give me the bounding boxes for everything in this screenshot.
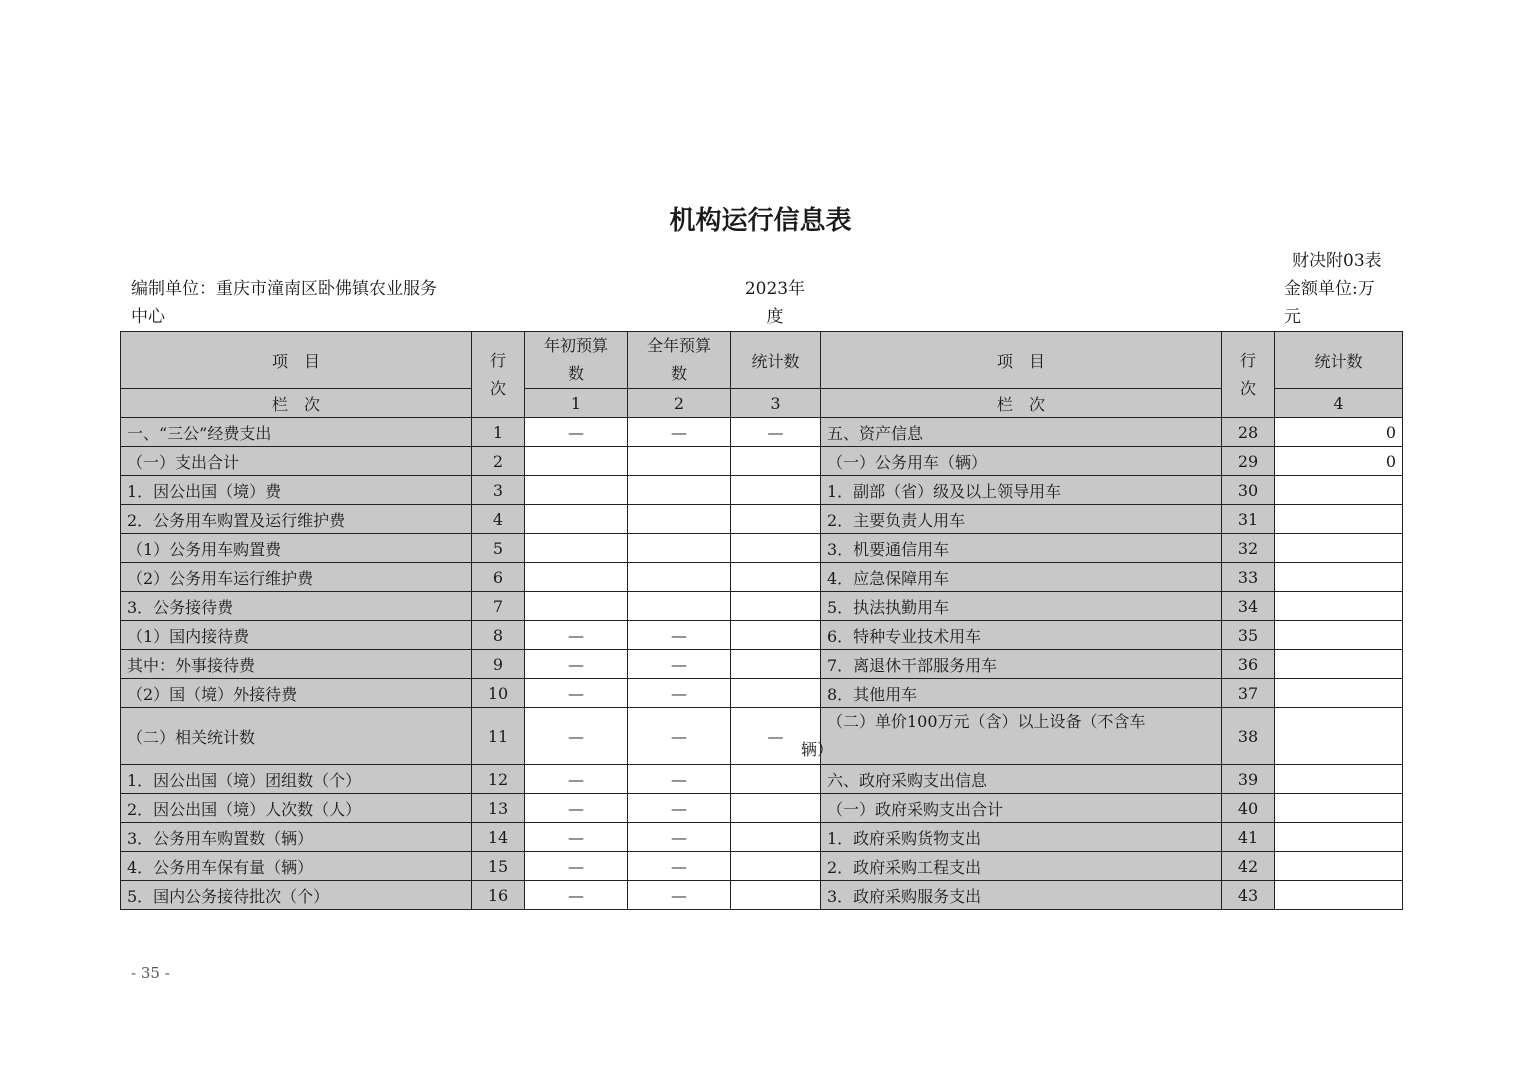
- stat-cell: [731, 823, 821, 852]
- budget-full-cell: [628, 505, 731, 534]
- budget-begin-cell: [525, 852, 628, 881]
- col-header-stat-right: 统计数: [1275, 332, 1403, 389]
- table-row: [121, 650, 1403, 679]
- left-row-number: 8: [472, 621, 525, 650]
- dash-mark: —: [568, 726, 584, 746]
- table-row: [121, 592, 1403, 621]
- col-header-rowno-right-a: 行: [1239, 350, 1256, 370]
- left-row-number: 5: [472, 534, 525, 563]
- right-item-label: 五、资产信息: [821, 418, 1222, 447]
- left-row-number: 7: [472, 592, 525, 621]
- right-row-number: 30: [1222, 476, 1275, 505]
- fiscal-year: [740, 275, 810, 331]
- institution-operation-table: [120, 331, 1403, 910]
- dash-mark: —: [671, 625, 687, 645]
- right-row-number: 36: [1222, 650, 1275, 679]
- right-stat-value: [1275, 476, 1403, 505]
- right-item-label: [801, 708, 1222, 765]
- right-stat-value: [1275, 621, 1403, 650]
- budget-full-cell: [628, 708, 731, 765]
- left-item-label: （2）公务用车运行维护费: [121, 563, 472, 592]
- money-unit-line2: 元: [1284, 307, 1301, 327]
- budget-begin-cell: [525, 881, 628, 910]
- budget-full-cell: [628, 852, 731, 881]
- right-stat-value: 0: [1275, 447, 1403, 476]
- lanci-left: 栏 次: [121, 389, 472, 418]
- stat-cell: [731, 881, 821, 910]
- table-row: [121, 794, 1403, 823]
- stat-cell: [731, 621, 821, 650]
- right-row-number: 33: [1222, 563, 1275, 592]
- budget-full-cell: [628, 794, 731, 823]
- col-header-rowno-left-a: 行: [489, 350, 506, 370]
- col-header-item-right: 项 目: [821, 332, 1222, 389]
- dash-mark: —: [671, 798, 687, 818]
- dash-mark: —: [568, 769, 584, 789]
- col-number-4: 4: [1275, 389, 1403, 418]
- left-row-number: 14: [472, 823, 525, 852]
- right-stat-value: [1275, 534, 1403, 563]
- col-header-budget-begin: [525, 332, 628, 389]
- left-row-number: 3: [472, 476, 525, 505]
- right-item-label: 1．副部（省）级及以上领导用车: [821, 476, 1222, 505]
- col-header-budget-full: [628, 332, 731, 389]
- left-item-label: 3．公务接待费: [121, 592, 472, 621]
- right-stat-value: [1275, 592, 1403, 621]
- col-header-rowno-right-b: 次: [1239, 378, 1256, 398]
- table-row: [121, 823, 1403, 852]
- right-row-number: 37: [1222, 679, 1275, 708]
- right-stat-value: 0: [1275, 418, 1403, 447]
- col-header-item-left: 项 目: [121, 332, 472, 389]
- left-item-label: （二）相关统计数: [121, 708, 472, 765]
- col-header-budget-full-a: 全年预算: [646, 336, 711, 355]
- table-row: [121, 881, 1403, 910]
- right-row-number: 31: [1222, 505, 1275, 534]
- table-row: [121, 505, 1403, 534]
- left-row-number: 11: [472, 708, 525, 765]
- stat-cell: [731, 476, 821, 505]
- col-number-1: 1: [525, 389, 628, 418]
- right-stat-value: [1275, 679, 1403, 708]
- left-item-label: 2．因公出国（境）人次数（人）: [121, 794, 472, 823]
- table-row: [121, 708, 1403, 765]
- dash-mark: —: [671, 654, 687, 674]
- col-number-2: 2: [628, 389, 731, 418]
- col-header-rowno-left: [472, 332, 525, 418]
- dash-mark: —: [568, 885, 584, 905]
- left-item-label: 5．国内公务接待批次（个）: [121, 881, 472, 910]
- right-row-number: 38: [1222, 708, 1275, 765]
- col-header-budget-full-b: 数: [670, 364, 687, 383]
- budget-full-cell: [628, 881, 731, 910]
- form-number: 财决附03表: [1292, 251, 1382, 271]
- right-item-label: 7．离退休干部服务用车: [821, 650, 1222, 679]
- table-row: [121, 679, 1403, 708]
- header-row: [121, 332, 1403, 389]
- left-row-number: 16: [472, 881, 525, 910]
- dash-mark: —: [671, 726, 687, 746]
- lanci-right: 栏 次: [821, 389, 1222, 418]
- right-item-label: 5．执法执勤用车: [821, 592, 1222, 621]
- budget-begin-cell: [525, 505, 628, 534]
- dash-mark: —: [671, 769, 687, 789]
- right-item-label: 4．应急保障用车: [821, 563, 1222, 592]
- right-stat-value: [1275, 794, 1403, 823]
- dash-mark: —: [568, 827, 584, 847]
- right-row-number: 29: [1222, 447, 1275, 476]
- dash-mark: —: [568, 798, 584, 818]
- right-item-label: 1．政府采购货物支出: [821, 823, 1222, 852]
- budget-begin-cell: [525, 476, 628, 505]
- right-row-number: 40: [1222, 794, 1275, 823]
- budget-full-cell: [628, 592, 731, 621]
- budget-begin-cell: [525, 823, 628, 852]
- left-row-number: 2: [472, 447, 525, 476]
- left-item-label: （1）国内接待费: [121, 621, 472, 650]
- right-item-label: 2．主要负责人用车: [821, 505, 1222, 534]
- dash-mark: —: [671, 422, 687, 442]
- budget-begin-cell: [525, 534, 628, 563]
- money-unit-line1: 金额单位:万: [1284, 279, 1375, 299]
- col-header-rowno-left-b: 次: [489, 378, 506, 398]
- stat-cell: [731, 852, 821, 881]
- right-item-label: 3．机要通信用车: [821, 534, 1222, 563]
- stat-cell: [731, 418, 821, 447]
- stat-cell: [731, 563, 821, 592]
- budget-full-cell: [628, 765, 731, 794]
- left-row-number: 13: [472, 794, 525, 823]
- right-row-number: 28: [1222, 418, 1275, 447]
- dash-mark: —: [671, 856, 687, 876]
- stat-cell: [731, 679, 821, 708]
- left-item-label: 1．因公出国（境）费: [121, 476, 472, 505]
- left-row-number: 15: [472, 852, 525, 881]
- right-stat-value: [1275, 563, 1403, 592]
- budget-begin-cell: [525, 592, 628, 621]
- dash-mark: —: [568, 654, 584, 674]
- budget-full-cell: [628, 679, 731, 708]
- budget-full-cell: [628, 418, 731, 447]
- left-item-label: （1）公务用车购置费: [121, 534, 472, 563]
- dash-mark: —: [568, 683, 584, 703]
- right-stat-value: [1275, 765, 1403, 794]
- dash-mark: —: [671, 885, 687, 905]
- stat-cell: [731, 505, 821, 534]
- column-number-row: [121, 389, 1403, 418]
- left-item-label: 4．公务用车保有量（辆）: [121, 852, 472, 881]
- left-item-label: 其中：外事接待费: [121, 650, 472, 679]
- left-row-number: 1: [472, 418, 525, 447]
- right-row-number: 43: [1222, 881, 1275, 910]
- left-item-label: （一）支出合计: [121, 447, 472, 476]
- fiscal-year-line1: 2023年: [744, 279, 806, 299]
- col-header-rowno-right: [1222, 332, 1275, 418]
- right-stat-value: [1275, 708, 1403, 765]
- fiscal-year-line2: 度: [766, 307, 784, 327]
- right-item-label: 2．政府采购工程支出: [821, 852, 1222, 881]
- table-row: [121, 534, 1403, 563]
- col-header-stat-left: 统计数: [731, 332, 821, 389]
- left-row-number: 9: [472, 650, 525, 679]
- table-row: [121, 621, 1403, 650]
- right-stat-value: [1275, 505, 1403, 534]
- right-item-label: （一）公务用车（辆）: [821, 447, 1222, 476]
- page-title: 机构运行信息表: [669, 206, 852, 236]
- right-item-label-line1: （二）单价100万元（含）以上设备（不含车: [827, 712, 1146, 731]
- right-row-number: 39: [1222, 765, 1275, 794]
- budget-full-cell: [628, 447, 731, 476]
- table-row: [121, 563, 1403, 592]
- dash-mark: —: [568, 422, 584, 442]
- stat-cell: [731, 765, 821, 794]
- right-stat-value: [1275, 852, 1403, 881]
- stat-cell: [731, 592, 821, 621]
- stat-cell: [731, 447, 821, 476]
- budget-begin-cell: [525, 765, 628, 794]
- budget-full-cell: [628, 534, 731, 563]
- budget-full-cell: [628, 563, 731, 592]
- dash-mark: —: [767, 726, 784, 746]
- budget-begin-cell: [525, 621, 628, 650]
- left-item-label: （2）国（境）外接待费: [121, 679, 472, 708]
- col-header-budget-begin-b: 数: [567, 364, 584, 383]
- right-row-number: 34: [1222, 592, 1275, 621]
- col-number-3: 3: [731, 389, 821, 418]
- table-row: [121, 852, 1403, 881]
- stat-cell: [731, 650, 821, 679]
- compiling-unit: [131, 275, 471, 331]
- left-row-number: 12: [472, 765, 525, 794]
- right-row-number: 42: [1222, 852, 1275, 881]
- right-row-number: 32: [1222, 534, 1275, 563]
- col-header-budget-begin-a: 年初预算: [543, 336, 608, 355]
- table-row: [121, 418, 1403, 447]
- right-stat-value: [1275, 650, 1403, 679]
- left-row-number: 10: [472, 679, 525, 708]
- budget-begin-cell: [525, 447, 628, 476]
- budget-full-cell: [628, 621, 731, 650]
- dash-mark: —: [671, 827, 687, 847]
- money-unit: [1284, 275, 1394, 331]
- right-row-number: 41: [1222, 823, 1275, 852]
- budget-begin-cell: [525, 679, 628, 708]
- compiling-unit-line1: 编制单位：重庆市潼南区卧佛镇农业服务: [131, 279, 437, 299]
- right-stat-value: [1275, 823, 1403, 852]
- right-item-label: 六、政府采购支出信息: [821, 765, 1222, 794]
- table-row: [121, 765, 1403, 794]
- budget-begin-cell: [525, 708, 628, 765]
- table-row: [121, 476, 1403, 505]
- dash-mark: —: [767, 422, 784, 442]
- left-item-label: 2．公务用车购置及运行维护费: [121, 505, 472, 534]
- dash-mark: —: [568, 856, 584, 876]
- right-item-label: （一）政府采购支出合计: [821, 794, 1222, 823]
- budget-full-cell: [628, 476, 731, 505]
- right-item-label: 8．其他用车: [821, 679, 1222, 708]
- table-row: [121, 447, 1403, 476]
- budget-full-cell: [628, 650, 731, 679]
- right-item-label: 6．特种专业技术用车: [821, 621, 1222, 650]
- budget-full-cell: [628, 823, 731, 852]
- budget-begin-cell: [525, 418, 628, 447]
- right-stat-value: [1275, 881, 1403, 910]
- right-row-number: 35: [1222, 621, 1275, 650]
- left-row-number: 4: [472, 505, 525, 534]
- dash-mark: —: [671, 683, 687, 703]
- left-row-number: 6: [472, 563, 525, 592]
- right-item-label-line2: 辆）: [801, 740, 834, 759]
- budget-begin-cell: [525, 794, 628, 823]
- budget-begin-cell: [525, 563, 628, 592]
- left-item-label: 一、“三公”经费支出: [121, 418, 472, 447]
- stat-cell: [731, 794, 821, 823]
- dash-mark: —: [568, 625, 584, 645]
- right-item-label: 3．政府采购服务支出: [821, 881, 1222, 910]
- compiling-unit-line2: 中心: [131, 307, 165, 327]
- page-number: - 35 -: [131, 964, 170, 982]
- left-item-label: 3．公务用车购置数（辆）: [121, 823, 472, 852]
- stat-cell: [731, 534, 821, 563]
- budget-begin-cell: [525, 650, 628, 679]
- left-item-label: 1．因公出国（境）团组数（个）: [121, 765, 472, 794]
